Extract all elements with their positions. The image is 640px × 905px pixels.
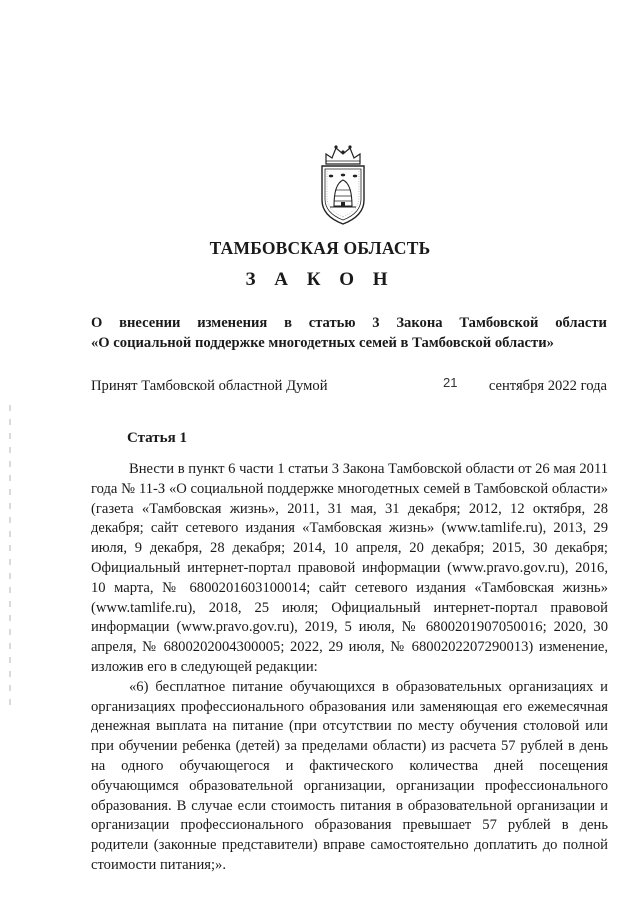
law-title-line-2: «О социальной поддержке многодетных семей в Тамбовской области»: [91, 335, 554, 351]
title-word: в: [284, 315, 292, 331]
adoption-label: Принят Тамбовской областной Думой: [91, 378, 328, 394]
article-heading: Статья 1: [127, 430, 187, 446]
tambov-coat-of-arms-icon: [312, 140, 374, 228]
title-word: О: [91, 315, 103, 331]
title-word: области: [555, 315, 607, 331]
document-type-heading: З А К О Н: [245, 269, 395, 290]
title-word: Закона: [396, 315, 443, 331]
article-body: [91, 460, 608, 876]
title-word: Тамбовской: [459, 315, 539, 331]
law-title: [91, 313, 607, 353]
article-paragraph: «6) бесплатное питание обучающихся в образовательных организациях и организациях профессионального образования или заменяющая его ежемесячная денежная выплата на питание (при отсутствии по месту обучения столовой или при обучении ребенка (детей) за пределами области) из расчета 57 рублей в день на одного обучающегося и фактического количества дней посещения обучающимся образовательной организации, организации профессионального образования. В случае если стоимость питания в образовательной организации и организации профессионального образования превышает 57 рублей в день родители (законные представители) вправе самостоятельно доплатить до полной стоимости питания;».: [91, 678, 608, 873]
title-word: статью: [308, 315, 356, 331]
title-word: изменения: [197, 315, 268, 331]
scan-edge-mark: [9, 405, 11, 705]
adoption-day: 21: [443, 375, 458, 390]
title-word: внесении: [119, 315, 181, 331]
title-word: 3: [372, 315, 380, 331]
article-paragraph: Внести в пункт 6 части 1 статьи 3 Закона Тамбовской области от 26 мая 2011 года № 11-З «О социальной поддержке многодетных семей в Тамбовской области» (газета «Тамбовская жизнь», 2011, 31 мая, 31 декабря; 2012, 12 октября, 28 декабря; сайт сетевого издания «Тамбовская жизнь» (www.tamlife.ru), 2013, 29 июля, 9 декабря, 28 декабря; 2014, 10 апреля, 20 декабря; 2015, 30 декабря; Официальный интернет-портал правовой информации (www.pravo.gov.ru), 2016, 10 марта, № 6800201603100014; сайт сетевого издания «Тамбовская жизнь» (www.tamlife.ru), 2018, 25 июля; Официальный интернет-портал правовой информации (www.pravo.gov.ru), 2019, 5 июля, № 6800201907050016; 2020, 30 апреля, № 6800202004300005; 2022, 29 июля, № 6800202207290013) изменение, изложив его в следующей редакции:: [91, 461, 608, 675]
adoption-line: [91, 375, 607, 400]
law-title-line-1: [91, 313, 607, 333]
region-heading: ТАМБОВСКАЯ ОБЛАСТЬ: [209, 238, 431, 258]
adoption-month-year: сентября 2022 года: [488, 378, 607, 394]
